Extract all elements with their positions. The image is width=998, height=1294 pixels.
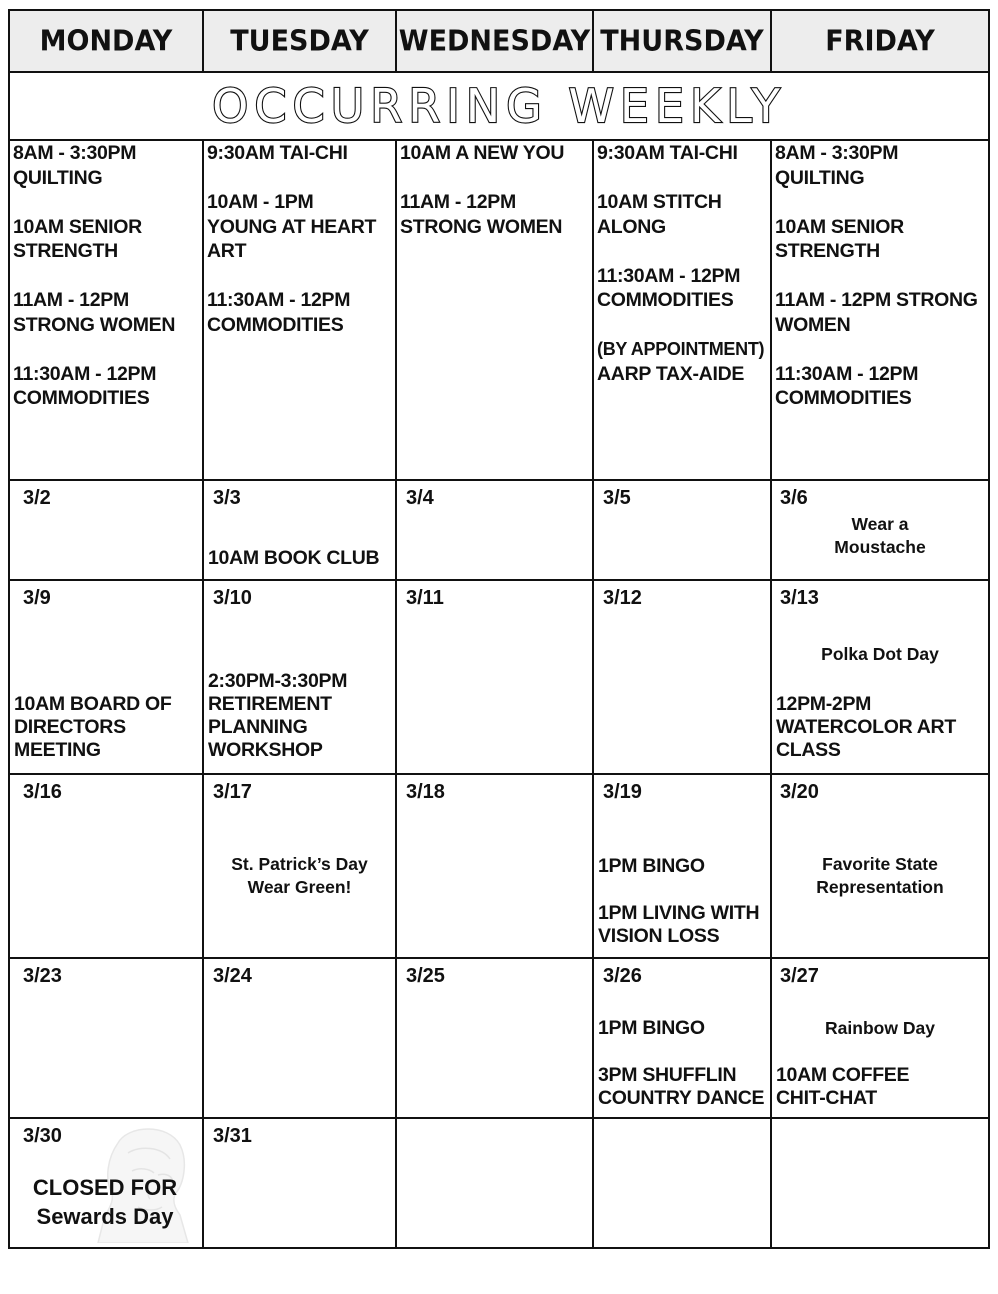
weekly-item: 10AM SENIOR STRENGTH xyxy=(13,215,142,262)
weekly-item: 11:30AM - 12PM COMMODITIES xyxy=(13,362,157,409)
weekly-item: 11AM - 12PM STRONG WOMEN xyxy=(400,191,563,238)
weekly-item: 8AM - 3:30PM QUILTING xyxy=(13,142,137,189)
weekly-tuesday xyxy=(204,141,397,479)
weekly-item: 10AM A NEW YOU xyxy=(400,142,565,164)
weekly-item: (BY APPOINTMENT) xyxy=(597,339,765,359)
day-date: 3/25 xyxy=(406,965,445,987)
weekly-item: 11:30AM - 12PM COMMODITIES xyxy=(775,362,919,409)
weekly-item: 9:30AM TAI-CHI xyxy=(207,142,348,164)
day-date: 3/27 xyxy=(780,965,819,987)
calendar xyxy=(8,9,990,1249)
week-row xyxy=(10,775,988,959)
day-date: 3/12 xyxy=(603,587,642,609)
day-cell xyxy=(594,581,772,773)
weekly-row xyxy=(10,141,988,481)
day-date: 3/19 xyxy=(603,781,642,803)
day-date: 3/16 xyxy=(23,781,62,803)
day-header-tuesday: TUESDAY xyxy=(204,10,397,73)
day-date: 3/9 xyxy=(23,587,51,609)
day-header-thursday: THURSDAY xyxy=(594,10,772,73)
day-cell xyxy=(594,481,772,579)
day-cell xyxy=(397,959,594,1117)
day-cell xyxy=(397,1119,594,1247)
day-date: 3/5 xyxy=(603,487,631,509)
weekly-item: 10AM STITCH ALONG xyxy=(597,191,722,238)
day-cell xyxy=(10,581,204,773)
day-date: 3/18 xyxy=(406,781,445,803)
day-note: St. Patrick’s Day Wear Green! xyxy=(231,854,368,897)
day-date: 3/17 xyxy=(213,781,252,803)
day-event: 1PM BINGO xyxy=(598,855,705,877)
day-cell xyxy=(204,481,397,579)
day-cell xyxy=(397,775,594,957)
day-event: 2:30PM-3:30PM RETIREMENT PLANNING WORKSHOP xyxy=(208,670,348,761)
day-cell xyxy=(772,481,988,579)
weekly-item: 8AM - 3:30PM QUILTING xyxy=(775,142,899,189)
closed-notice: CLOSED FOR Sewards Day xyxy=(32,1175,178,1229)
day-date: 3/6 xyxy=(780,487,808,509)
day-cell xyxy=(204,775,397,957)
weekly-friday xyxy=(772,141,988,479)
day-cell xyxy=(772,775,988,957)
day-date: 3/3 xyxy=(213,487,241,509)
day-cell xyxy=(772,1119,988,1247)
week-row xyxy=(10,959,988,1119)
day-cell xyxy=(10,481,204,579)
day-date: 3/2 xyxy=(23,487,51,509)
day-date: 3/23 xyxy=(23,965,62,987)
weekly-item: 11:30AM - 12PM COMMODITIES xyxy=(207,289,351,336)
weekday-header-row xyxy=(10,11,988,73)
day-cell xyxy=(594,1119,772,1247)
week-row xyxy=(10,481,988,581)
day-note: Rainbow Day xyxy=(825,1018,935,1038)
day-cell xyxy=(772,959,988,1117)
day-cell xyxy=(397,481,594,579)
day-cell xyxy=(204,959,397,1117)
day-cell xyxy=(772,581,988,773)
weekly-item: 9:30AM TAI-CHI xyxy=(597,142,738,164)
weekly-wednesday xyxy=(397,141,594,479)
weekly-monday xyxy=(10,141,204,479)
day-date: 3/11 xyxy=(406,587,444,609)
day-note: Wear a Moustache xyxy=(834,514,926,557)
occurring-weekly-banner xyxy=(10,73,988,141)
day-event: 10AM BOARD OF DIRECTORS MEETING xyxy=(14,693,172,761)
day-event: 1PM BINGO xyxy=(598,1017,705,1039)
day-event: 10AM BOOK CLUB xyxy=(208,547,380,569)
day-header-wednesday: WEDNESDAY xyxy=(397,10,594,73)
day-cell xyxy=(204,581,397,773)
weekly-item: 11:30AM - 12PM COMMODITIES xyxy=(597,264,741,311)
day-note: Favorite State Representation xyxy=(816,854,944,897)
day-cell xyxy=(10,959,204,1117)
day-date: 3/26 xyxy=(603,965,642,987)
day-header-monday: MONDAY xyxy=(10,10,204,73)
day-date: 3/4 xyxy=(406,487,434,509)
day-date: 3/20 xyxy=(780,781,819,803)
day-cell xyxy=(10,1119,204,1247)
day-date: 3/10 xyxy=(213,587,252,609)
day-cell xyxy=(594,775,772,957)
weekly-item: 11AM - 12PM STRONG WOMEN xyxy=(13,289,176,336)
day-event: 3PM SHUFFLIN COUNTRY DANCE xyxy=(598,1064,765,1109)
day-date: 3/30 xyxy=(23,1125,62,1147)
occurring-weekly-title: OCCURRING WEEKLY xyxy=(212,79,786,133)
day-date: 3/24 xyxy=(213,965,252,987)
weekly-item: 10AM - 1PM YOUNG AT HEART ART xyxy=(207,191,377,262)
day-event: 1PM LIVING WITH VISION LOSS xyxy=(598,902,760,947)
day-cell xyxy=(10,775,204,957)
day-note: Polka Dot Day xyxy=(821,644,939,664)
day-header-friday: FRIDAY xyxy=(825,24,935,58)
day-date: 3/31 xyxy=(213,1125,252,1147)
day-cell xyxy=(204,1119,397,1247)
weekly-item: AARP TAX-AIDE xyxy=(597,362,745,385)
week-row xyxy=(10,581,988,775)
day-cell xyxy=(594,959,772,1117)
weekly-thursday xyxy=(594,141,772,479)
day-date: 3/13 xyxy=(780,587,819,609)
week-row xyxy=(10,1119,988,1247)
day-cell xyxy=(397,581,594,773)
weekly-item: 11AM - 12PM STRONG WOMEN xyxy=(775,289,978,336)
day-event: 10AM COFFEE CHIT-CHAT xyxy=(776,1064,910,1109)
day-event: 12PM-2PM WATERCOLOR ART CLASS xyxy=(776,693,956,761)
weekly-item: 10AM SENIOR STRENGTH xyxy=(775,215,904,262)
